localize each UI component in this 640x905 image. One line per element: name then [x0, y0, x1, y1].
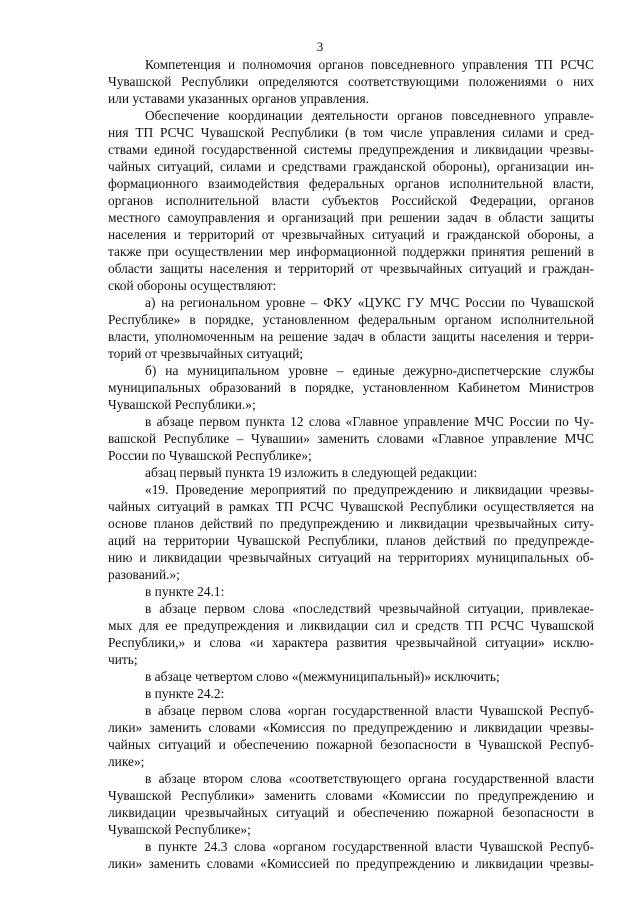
text-line: лике»; — [108, 754, 145, 769]
text-line: в абзаце первом слова «орган государственной власти Чувашской Респуб- — [145, 703, 594, 718]
text-line: в пункте 24.1: — [145, 584, 225, 599]
text-line: в абзаце четвертом слово «(межмуниципальный)» исключить; — [145, 669, 500, 684]
text-line: области защиты населения и территорий от чрезвычайных ситуаций и граждан- — [108, 261, 594, 276]
text-line: органов исполнительной власти субъектов Российской Федерации, органов — [108, 193, 594, 208]
text-line: власти, уполномоченным на решение задач в области защиты населения и терри- — [108, 329, 594, 344]
text-line: в пункте 24.3 слова «органом государственной власти Чувашской Респуб- — [145, 839, 594, 854]
text-line: Республики,» и слова «и характера развития чрезвычайной ситуации» исклю- — [108, 635, 594, 650]
text-line: лики» заменить словами «Комиссия по предупреждению и ликвидации чрезвы- — [108, 720, 594, 735]
text-line: России по Чувашской Республике»; — [108, 448, 312, 463]
text-line: б) на муниципальном уровне – единые дежурно-диспетчерские службы — [145, 363, 594, 378]
text-line: чайных ситуаций, силами и средствами гражданской обороны), организации ин- — [108, 159, 594, 174]
text-line: ния ТП РСЧС Чувашской Республики (в том числе управления силами и сред- — [108, 125, 594, 140]
text-line: ликвидации чрезвычайных ситуаций и обеспечению пожарной безопасности в — [108, 805, 594, 820]
text-line: в абзаце первом слова «последствий чрезвычайной ситуации, привлекае- — [145, 601, 594, 616]
text-line: Республике» в порядке, установленном федеральным органом исполнительной — [108, 312, 594, 327]
text-line: муниципальных образований в порядке, установленном Кабинетом Министров — [108, 380, 594, 395]
text-line: Чувашской Республики определяются соответствующими положениями о них — [108, 74, 594, 89]
text-line: населения и территорий от чрезвычайных ситуаций и гражданской обороны, а — [108, 227, 594, 242]
text-line: вашской Республике – Чувашии» заменить словами «Главное управление МЧС — [108, 431, 594, 446]
text-line: Чувашской Республике»; — [108, 822, 251, 837]
text-line: торий от чрезвычайных ситуаций; — [108, 346, 304, 361]
text-line: ской обороны осуществляют: — [108, 278, 277, 293]
text-line: мых для ее предупреждения и ликвидации сил и средств ТП РСЧС Чувашской — [108, 618, 594, 633]
text-line: в пункте 24.2: — [145, 686, 225, 701]
text-line: нию и ликвидации чрезвычайных ситуаций на территориях муниципальных об- — [108, 550, 594, 565]
page-number: 3 — [316, 39, 324, 54]
text-line: чить; — [108, 652, 138, 667]
text-line: абзац первый пункта 19 изложить в следующей редакции: — [145, 465, 478, 480]
text-line: «19. Проведение мероприятий по предупреждению и ликвидации чрезвы- — [145, 482, 594, 497]
text-line: чайных ситуаций и обеспечению пожарной безопасности в Чувашской Респуб- — [108, 737, 594, 752]
text-line: в абзаце первом пункта 12 слова «Главное управление МЧС России по Чу- — [145, 414, 594, 429]
text-line: ствами единой государственной системы предупреждения и ликвидации чрезвы- — [108, 142, 594, 157]
text-line: Компетенция и полномочия органов повседневного управления ТП РСЧС — [145, 57, 594, 72]
text-line: а) на региональном уровне – ФКУ «ЦУКС ГУ МЧС России по Чувашской — [145, 295, 594, 310]
text-line: в абзаце втором слова «соответствующего органа государственной власти — [145, 771, 594, 786]
text-line: лики» заменить словами «Комиссией по предупреждению и ликвидации чрезвы- — [108, 856, 594, 871]
text-line: разований.»; — [108, 567, 180, 582]
text-line: основе планов действий по предупреждению и ликвидации чрезвычайных ситу- — [108, 516, 594, 531]
text-line: местного самоуправления и организаций при решении задач в области защиты — [108, 210, 594, 225]
text-line: Обеспечение координации деятельности органов повседневного управле- — [145, 108, 594, 123]
text-line: Чувашской Республики» заменить словами «Комиссии по предупреждению и — [108, 788, 594, 803]
text-line: или уставами указанных органов управления. — [108, 91, 370, 106]
text-line: также при осуществлении мер информационной поддержки принятия решений в — [108, 244, 594, 259]
text-line: аций на территории Чувашской Республики, планов действий по предупрежде- — [108, 533, 594, 548]
text-line: чайных ситуаций в рамках ТП РСЧС Чувашской Республики осуществляется на — [108, 499, 594, 514]
text-line: формационного взаимодействия федеральных органов исполнительной власти, — [108, 176, 594, 191]
text-line: Чувашской Республики.»; — [108, 397, 256, 412]
